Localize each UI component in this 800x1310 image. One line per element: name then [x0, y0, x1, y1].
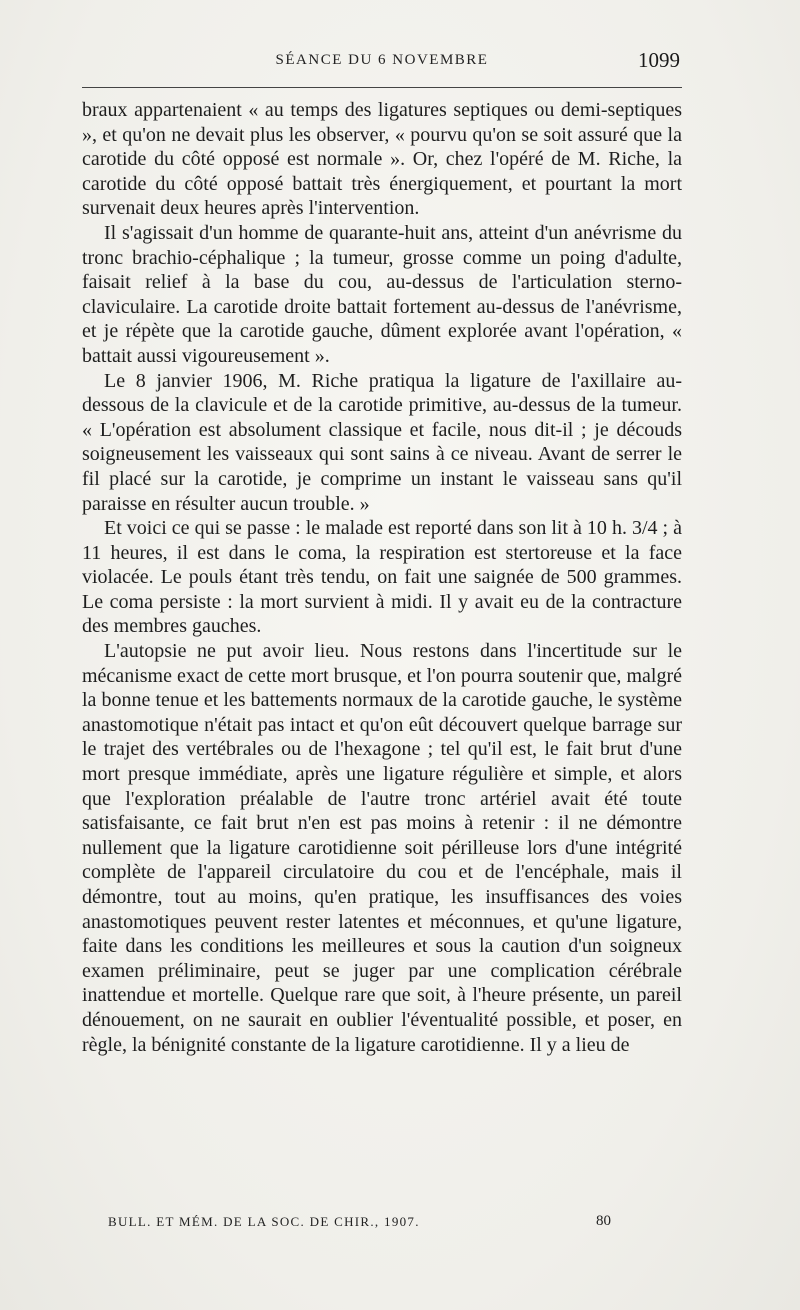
page-number: 1099 — [638, 48, 680, 72]
running-title: SÉANCE DU 6 NOVEMBRE — [275, 52, 489, 68]
paragraph: Il s'agissait d'un homme de quarante-huit ans, atteint d'un anévrisme du tronc brachio-céphalique ; la tumeur, grosse comme un poing d'adulte, faisait relief à la base du cou, au-dessus de l'articulation sterno-claviculaire. La carotide droite battait fortement au-dessus de l'anévrisme, et je répète que la carotide gauche, dûment explorée avant l'opération, « battait aussi vigoureusement ». — [82, 221, 682, 367]
paragraph: braux appartenaient « au temps des ligatures septiques ou demi-septiques », et qu'on ne devait plus les observer, « pourvu qu'on se soit assuré que la carotide du côté opposé est normale ». Or, chez l'opéré de M. Riche, la carotide du côté opposé battait très énergiquement, et pourtant la mort survenait deux heures après l'intervention. — [82, 99, 682, 220]
journal-citation: BULL. ET MÉM. DE LA SOC. DE CHIR., 1907. — [108, 1214, 420, 1229]
body-text — [82, 98, 682, 1057]
paragraph: Le 8 janvier 1906, M. Riche pratiqua la ligature de l'axillaire au-dessous de la clavicule et de la carotide primitive, au-dessus de la tumeur. « L'opération est absolument classique et facile, nous dit-il ; je découds soigneusement les vaisseaux qui sont sains à ce niveau. Avant de serrer le fil placé sur la carotide, je comprime un instant le vaisseau sans qu'il paraisse en résulter aucun trouble. » — [82, 369, 682, 515]
signature-mark: 80 — [596, 1213, 611, 1229]
paragraph: Et voici ce qui se passe : le malade est reporté dans son lit à 10 h. 3/4 ; à 11 heures, il est dans le coma, la respiration est stertoreuse et la face violacée. Le pouls étant très tendu, on fait une saignée de 500 grammes. Le coma persiste : la mort survient à midi. Il y avait eu de la contracture des membres gauches. — [82, 517, 682, 638]
running-header — [82, 48, 682, 78]
paragraph: L'autopsie ne put avoir lieu. Nous restons dans l'incertitude sur le mécanisme exact de cette mort brusque, et l'on pourra soutenir que, malgré la bonne tenue et les battements normaux de la carotide gauche, le système anastomotique n'était pas intact et qu'on eût découvert quelque barrage sur le trajet des vertébrales ou de l'hexagone ; tel qu'il est, le fait brut d'une mort presque immédiate, après une ligature régulière et simple, et alors que l'exploration préalable de l'autre tronc artériel avait été toute satisfaisante, ce fait brut n'en est pas moins à retenir : il ne démontre nullement que la ligature carotidienne soit périlleuse lors d'une intégrité complète de l'appareil circulatoire du cou et de l'encéphale, mais il démontre, tout au moins, qu'en pratique, les insuffisances des voies anastomotiques peuvent rester latentes et méconnues, et qu'une ligature, faite dans les conditions les meilleures et sous la caution d'un soigneux examen préliminaire, peut se juger par une complication cérébrale inattendue et mortelle. Quelque rare que soit, à l'heure présente, un pareil dénouement, on ne saurait en oublier l'éventualité possible, et poser, en règle, la bénignité constante de la ligature carotidienne. Il y a lieu de — [82, 640, 682, 1056]
header-rule — [82, 87, 682, 88]
page-footer — [82, 1214, 682, 1236]
